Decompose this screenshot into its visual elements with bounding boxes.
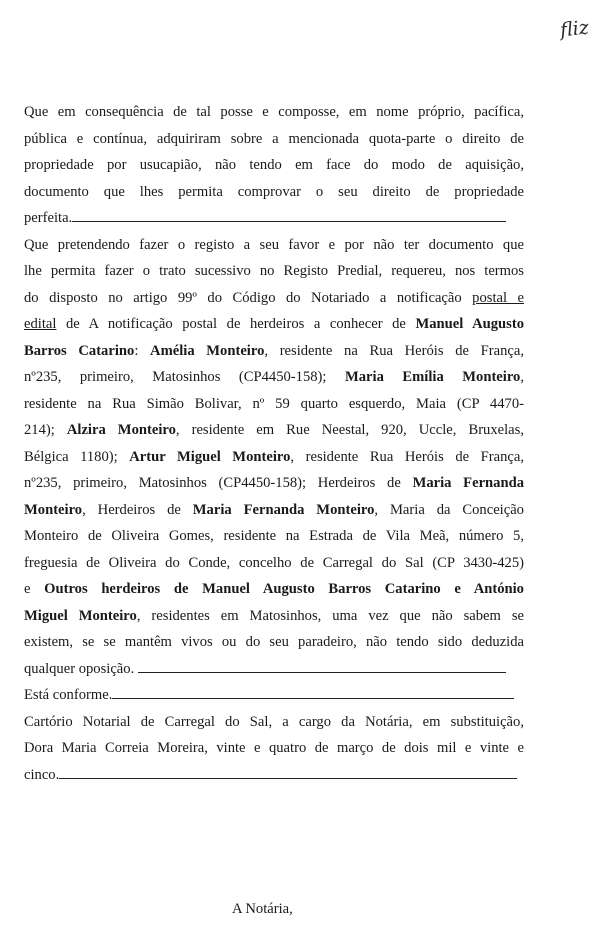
text-line: residente na Rua Simão Bolivar, nº 59 quarto esquerdo, Maia (CP 4470- xyxy=(24,395,524,412)
text-line: existem, se se mantêm vivos ou do seu paradeiro, não tendo sido deduzida xyxy=(24,634,524,650)
paragraph-cartorio xyxy=(24,709,524,789)
text-line: lhe permita fazer o trato sucessivo no Registo Predial, requereu, nos termos xyxy=(24,263,524,279)
fill-line xyxy=(138,672,506,673)
text-line: Está conforme. xyxy=(24,682,524,709)
signature-label: A Notária, xyxy=(232,901,293,917)
text-line: Bélgica 1180); Artur Miguel Monteiro, residente Rua Heróis de França, xyxy=(24,448,524,465)
paragraph-notificacao xyxy=(24,232,524,683)
fill-line xyxy=(112,698,514,699)
text-line: edital de A notificação postal de herdeiros a conhecer de Manuel Augusto xyxy=(24,316,524,332)
text-line: freguesia de Oliveira do Conde, concelho de Carregal do Sal (CP 3430-425) xyxy=(24,554,524,571)
text-line: nº235, primeiro, Matosinhos (CP4450-158); Herdeiros de Maria Fernanda xyxy=(24,475,524,491)
text-line: cinco. xyxy=(24,762,524,789)
text-line: Barros Catarino: Amélia Monteiro, residente na Rua Heróis de França, xyxy=(24,342,524,359)
text-line: qualquer oposição. xyxy=(24,656,524,683)
text-line: e Outros herdeiros de Manuel Augusto Barros Catarino e António xyxy=(24,581,524,597)
fill-line xyxy=(59,778,517,779)
text-line: Monteiro de Oliveira Gomes, residente na Estrada de Vila Meã, número 5, xyxy=(24,528,524,544)
text-line: nº235, primeiro, Matosinhos (CP4450-158); Maria Emília Monteiro, xyxy=(24,369,524,385)
text-line: Que pretendendo fazer o registo a seu favor e por não ter documento que xyxy=(24,236,524,253)
handwritten-initials: fliz xyxy=(559,16,591,42)
paragraph-usucapiao xyxy=(24,99,524,232)
text-line: Que em consequência de tal posse e composse, em nome próprio, pacífica, xyxy=(24,104,524,120)
text-line: perfeita. xyxy=(24,205,524,232)
text-line: Monteiro, Herdeiros de Maria Fernanda Monteiro, Maria da Conceição xyxy=(24,501,524,518)
paragraph-conforme xyxy=(24,682,524,709)
text-line: pública e contínua, adquiriram sobre a mencionada quota-parte o direito de xyxy=(24,130,524,147)
text-line: do disposto no artigo 99º do Código do Notariado a notificação postal e xyxy=(24,289,524,306)
text-line: documento que lhes permita comprovar o seu direito de propriedade xyxy=(24,183,524,200)
text-line: Miguel Monteiro, residentes em Matosinhos, uma vez que não sabem se xyxy=(24,607,524,624)
fill-line xyxy=(72,221,506,222)
text-line: Cartório Notarial de Carregal do Sal, a cargo da Notária, em substituição, xyxy=(24,713,524,730)
text-line: propriedade por usucapião, não tendo em face do modo de aquisição, xyxy=(24,157,524,173)
document-body xyxy=(24,99,524,788)
text-line: 214); Alzira Monteiro, residente em Rue Neestal, 920, Uccle, Bruxelas, xyxy=(24,422,524,438)
text-line: Dora Maria Correia Moreira, vinte e quatro de março de dois mil e vinte e xyxy=(24,740,524,756)
